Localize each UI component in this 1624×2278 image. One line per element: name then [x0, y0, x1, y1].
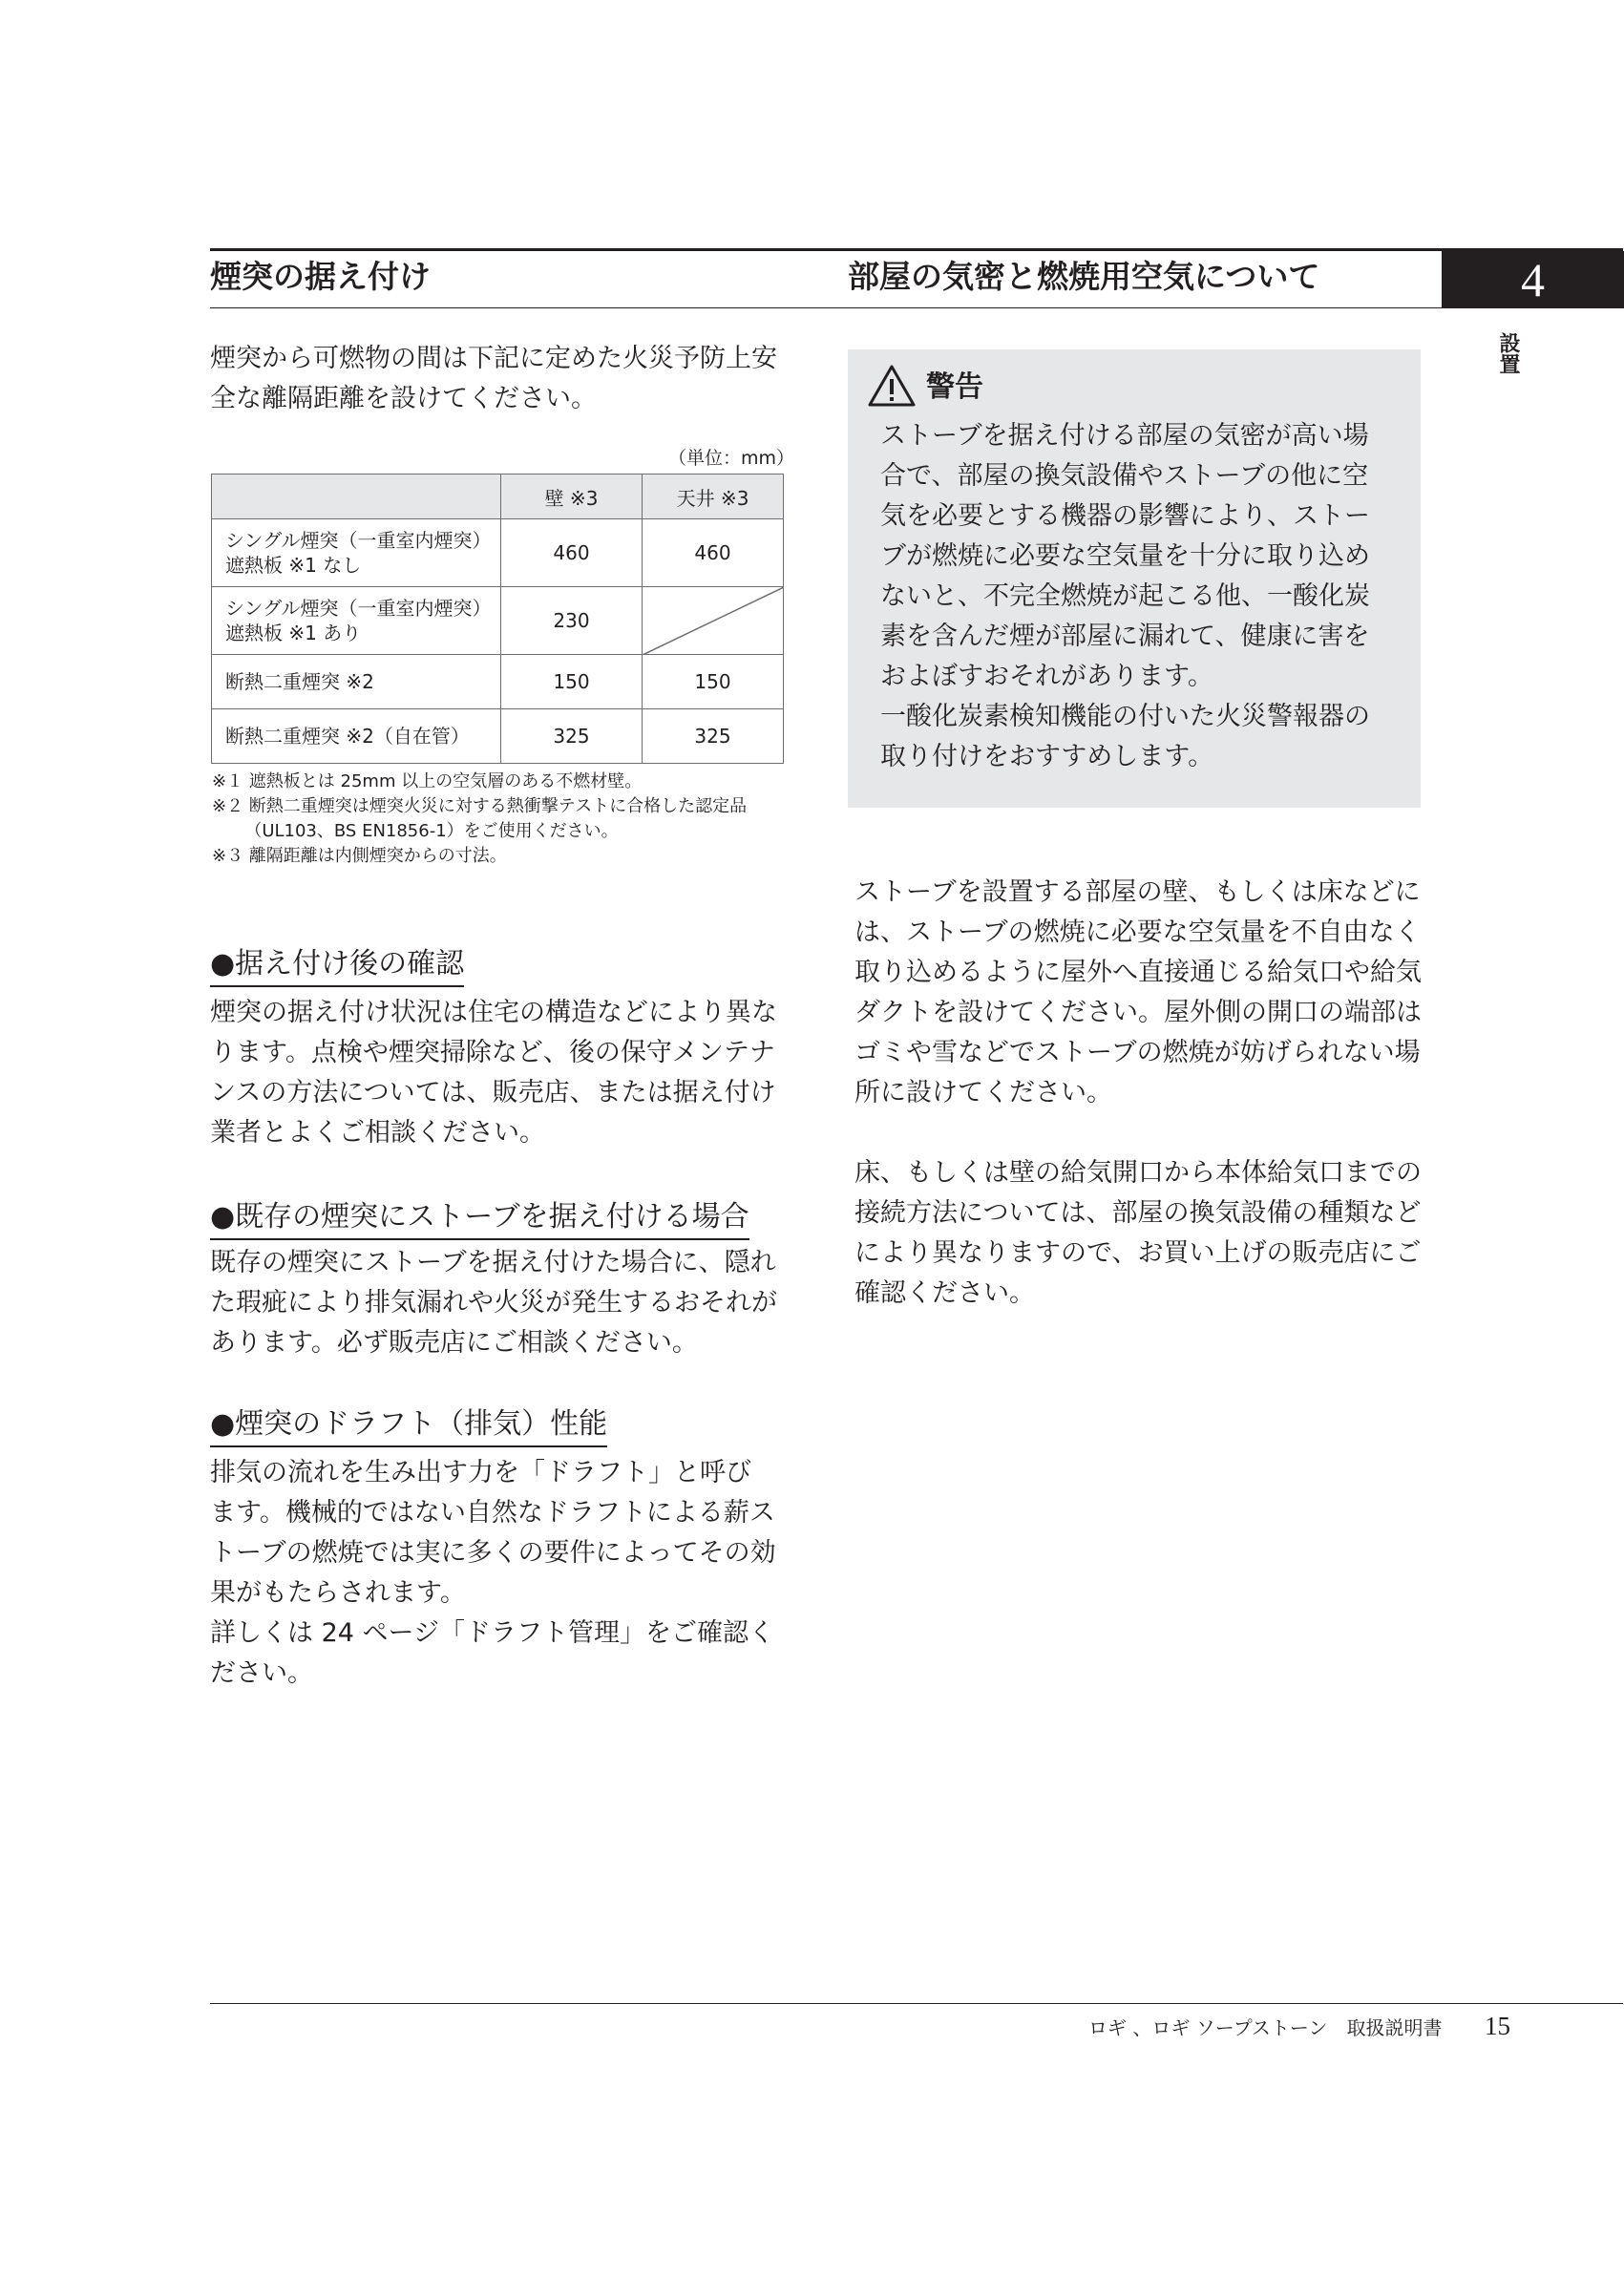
note-line: ※３ 離隔距離は内側煙突からの寸法。: [212, 846, 507, 866]
note-line: ※１ 遮熱板とは 25mm 以上の空気層のある不燃材壁。: [212, 771, 643, 791]
row-ceiling-not-applicable: [643, 587, 784, 655]
header-rule: [210, 248, 1623, 251]
clearance-table: [211, 474, 784, 764]
paragraph-line: 所に設けてください。: [854, 1078, 1112, 1107]
paragraph-line: 取り込めるように屋外へ直接通じる給気口や給気: [854, 958, 1422, 987]
paragraph-line: ださい。: [210, 1658, 313, 1688]
subheading-draft-performance: ●煙突のドラフト（排気）性能: [210, 1405, 607, 1447]
paragraph-existing-chimney: [210, 1243, 783, 1363]
row-label-line: 遮熱板 ※1 あり: [225, 622, 362, 644]
table-notes: [212, 770, 747, 869]
paragraph-line: た瑕疵により排気漏れや火災が発生するおそれが: [210, 1288, 777, 1318]
chapter-number: 4: [1442, 251, 1624, 308]
warning-triangle-icon: [867, 363, 917, 409]
page-number: 15: [1485, 2012, 1510, 2040]
paragraph-line: ります。点検や煙突掃除など、後の保守メンテナ: [210, 1038, 775, 1067]
row-label-line: 遮熱板 ※1 なし: [225, 554, 362, 577]
paragraph-line: ンスの方法については、販売店、または据え付け: [210, 1078, 776, 1107]
paragraph-line: 床、もしくは壁の給気開口から本体給気口までの: [854, 1158, 1422, 1188]
paragraph-line: 既存の煙突にストーブを据え付けた場合に、隠れ: [210, 1248, 776, 1277]
note-line: ※２ 断熱二重煙突は煙突火災に対する熱衝撃テストに合格した認定品: [212, 796, 748, 816]
paragraph-line: 詳しくは 24 ページ「ドラフト管理」をご確認く: [210, 1618, 774, 1648]
paragraph-post-install-check: [210, 993, 783, 1153]
paragraph-line: 煙突の据え付け状況は住宅の構造などにより異な: [210, 998, 777, 1027]
paragraph-line: 接続方法については、部屋の換気設備の種類など: [854, 1198, 1422, 1228]
paragraph-line: トーブの燃焼では実に多くの要件によってその効: [210, 1538, 776, 1568]
paragraph-line: により異なりますので、お買い上げの販売店にご: [854, 1238, 1422, 1268]
intro-line: 全な離隔距離を設けてください。: [210, 384, 597, 413]
table-row: [212, 709, 784, 764]
table-header-row: [212, 475, 784, 519]
paragraph-connection-method: [854, 1153, 1432, 1314]
table-row: [212, 587, 784, 655]
row-wall-value: 460: [501, 519, 643, 587]
warning-line: ないと、不完全燃焼が起こる他、一酸化炭: [880, 581, 1370, 611]
paragraph-line: 業者とよくご相談ください。: [210, 1118, 545, 1148]
section-title-airtightness: 部屋の気密と燃焼用空気について: [848, 258, 1320, 295]
warning-line: 気を必要とする機器の影響により、ストー: [880, 501, 1370, 531]
side-tab-text: 設置: [1496, 332, 1521, 374]
table-row: [212, 519, 784, 587]
row-label: 断熱二重煙突 ※2（自在管）: [212, 709, 501, 764]
subheading-existing-chimney: ●既存の煙突にストーブを据え付ける場合: [210, 1198, 749, 1240]
header-underline: [210, 307, 1442, 308]
warning-line: ストーブを据え付ける部屋の気密が高い場: [880, 421, 1369, 451]
row-label: 断熱二重煙突 ※2: [212, 655, 501, 709]
table-header-ceiling: 天井 ※3: [643, 475, 784, 519]
subheading-post-install-check: ●据え付け後の確認: [210, 945, 464, 987]
warning-line: 素を含んだ煙が部屋に漏れて、健康に害を: [880, 622, 1370, 651]
row-label-line: シングル煙突（一重室内煙突）: [225, 529, 492, 552]
chapter-side-tab: [1489, 332, 1528, 380]
warning-line: ブが燃焼に必要な空気量を十分に取り込め: [880, 541, 1370, 571]
warning-text: [880, 416, 1396, 777]
warning-line: 合で、部屋の換気設備やストーブの他に空: [880, 461, 1369, 491]
paragraph-line: ゴミや雪などでストーブの燃焼が妨げられない場: [854, 1038, 1421, 1067]
paragraph-line: 排気の流れを生み出す力を「ドラフト」と呼び: [210, 1458, 751, 1487]
row-ceiling-value: 460: [643, 519, 784, 587]
row-ceiling-value: 325: [643, 709, 784, 764]
row-ceiling-value: 150: [643, 655, 784, 709]
paragraph-line: は、ストーブの燃焼に必要な空気量を不自由なく: [854, 918, 1421, 947]
paragraph-line: ダクトを設けてください。屋外側の開口の端部は: [854, 998, 1422, 1027]
warning-line: 一酸化炭素検知機能の付いた火災警報器の: [880, 702, 1370, 731]
paragraph-line: 確認ください。: [854, 1278, 1035, 1308]
paragraph-line: ストーブを設置する部屋の壁、もしくは床などに: [854, 877, 1421, 907]
paragraph-line: あります。必ず販売店にご相談ください。: [210, 1328, 698, 1358]
paragraph-line: ます。機械的ではない自然なドラフトによる薪ス: [210, 1498, 775, 1528]
intro-paragraph: [210, 339, 783, 419]
paragraph-line: 果がもたらされます。: [210, 1578, 466, 1608]
diagonal-strike: [643, 587, 784, 655]
table-header-wall: 壁 ※3: [501, 475, 643, 519]
note-line: （UL103、BS EN1856-1）をご使用ください。: [212, 821, 619, 841]
table-header-empty: [212, 475, 501, 519]
paragraph-draft-performance: [210, 1453, 783, 1694]
unit-label: （単位：mm）: [668, 448, 795, 469]
row-wall-value: 325: [501, 709, 643, 764]
intro-line: 煙突から可燃物の間は下記に定めた火災予防上安: [210, 344, 777, 373]
footer-manual-title: ロギ 、ロギ ソープストーン 取扱説明書: [1088, 2016, 1443, 2039]
row-wall-value: 150: [501, 655, 643, 709]
row-label: [212, 587, 501, 655]
section-title-chimney: 煙突の据え付け: [210, 258, 431, 295]
row-wall-value: 230: [501, 587, 643, 655]
footer-rule: [210, 2003, 1623, 2004]
warning-title: 警告: [926, 370, 983, 404]
table-row: [212, 655, 784, 709]
warning-line: 取り付けをおすすめします。: [880, 742, 1214, 771]
row-label-line: シングル煙突（一重室内煙突）: [225, 597, 492, 620]
paragraph-air-intake: [854, 873, 1432, 1113]
row-label: [212, 519, 501, 587]
warning-line: およぼすおそれがあります。: [880, 662, 1213, 691]
